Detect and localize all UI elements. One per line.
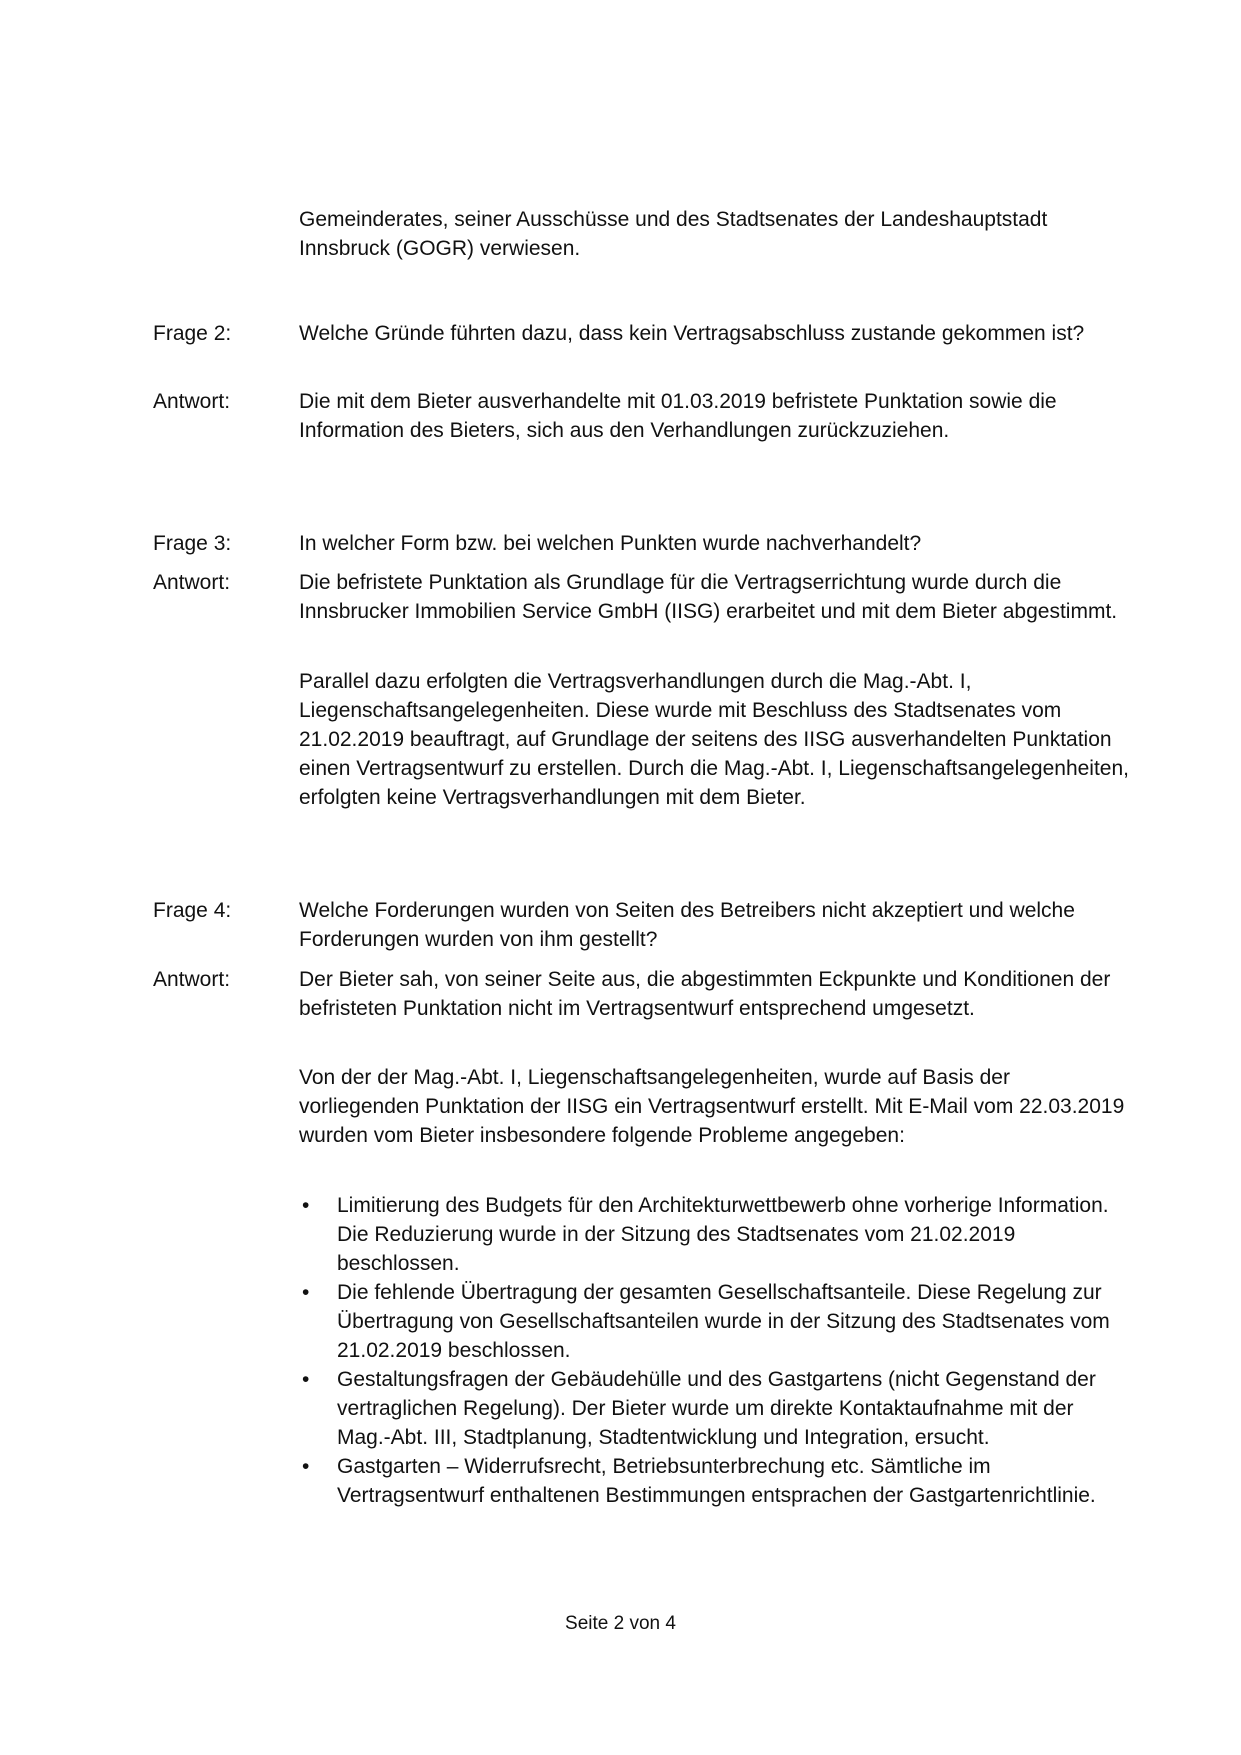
answer-4-paragraph-2: Von der der Mag.-Abt. I, Liegenschaftsangelegenheiten, wurde auf Basis der vorliegenden Punktation der IISG ein Vertragsentwurf erstellt. Mit E-Mail vom 22.03.2019 wurden vom Bieter insbesondere folgende Probleme angegeben: xyxy=(299,1066,1125,1147)
list-item-text: Limitierung des Budgets für den Architekturwettbewerb ohne vorherige Information. Die Reduzierung wurde in der Sitzung des Stadtsenates vom 21.02.2019 beschlossen. xyxy=(337,1194,1109,1275)
bullet-icon: • xyxy=(302,1368,310,1391)
list-item-text: Gestaltungsfragen der Gebäudehülle und des Gastgartens (nicht Gegenstand der vertraglichen Regelung). Der Bieter wurde um direkte Kontaktaufnahme mit der Mag.-Abt. III, Stadtplanung, Stadtentwicklung und Integration, ersucht. xyxy=(337,1368,1096,1449)
page-footer: Seite 2 von 4 xyxy=(565,1613,676,1634)
answer-2-text: Die mit dem Bieter ausverhandelte mit 01.03.2019 befristete Punktation sowie die Information des Bieters, sich aus den Verhandlungen zurückzuziehen. xyxy=(299,390,1057,442)
answer-3-label: Antwort: xyxy=(153,571,231,594)
question-3-label: Frage 3: xyxy=(153,532,232,555)
answer-3-paragraph-2: Parallel dazu erfolgten die Vertragsverhandlungen durch die Mag.-Abt. I, Liegenschaftsangelegenheiten. Diese wurde mit Beschluss des Stadtsenates vom 21.02.2019 beauftragt, auf Grundlage der seitens des IISG ausverhandelten Punktation einen Vertragsentwurf zu erstellen. Durch die Mag.-Abt. I, Liegenschaftsangelegenheiten, erfolgten keine Vertragsverhandlungen mit dem Bieter. xyxy=(299,670,1130,809)
list-item-text: Die fehlende Übertragung der gesamten Gesellschaftsanteile. Diese Regelung zur Übertragung von Gesellschaftsanteilen wurde in der Sitzung des Stadtsenates vom 21.02.2019 beschlossen. xyxy=(337,1281,1110,1362)
intro-paragraph: Gemeinderates, seiner Ausschüsse und des Stadtsenates der Landeshauptstadt Innsbruck (GOGR) verwiesen. xyxy=(299,208,1048,260)
answer-2-label: Antwort: xyxy=(153,390,231,413)
list-item xyxy=(299,1278,1129,1365)
bullet-icon: • xyxy=(302,1455,310,1478)
problem-list xyxy=(299,1191,1129,1510)
list-item xyxy=(299,1191,1129,1278)
bullet-icon: • xyxy=(302,1194,310,1217)
list-item xyxy=(299,1452,1129,1510)
list-item-text: Gastgarten – Widerrufsrecht, Betriebsunterbrechung etc. Sämtliche im Vertragsentwurf enthaltenen Bestimmungen entsprachen der Gastgartenrichtlinie. xyxy=(337,1455,1096,1507)
question-2-label: Frage 2: xyxy=(153,322,232,345)
question-4-label: Frage 4: xyxy=(153,899,232,922)
answer-3-paragraph-1: Die befristete Punktation als Grundlage für die Vertragserrichtung wurde durch die Innsbrucker Immobilien Service GmbH (IISG) erarbeitet und mit dem Bieter abgestimmt. xyxy=(299,571,1118,623)
answer-4-paragraph-1: Der Bieter sah, von seiner Seite aus, die abgestimmten Eckpunkte und Konditionen der befristeten Punktation nicht im Vertragsentwurf entsprechend umgesetzt. xyxy=(299,968,1111,1020)
bullet-icon: • xyxy=(302,1281,310,1304)
question-2-text: Welche Gründe führten dazu, dass kein Vertragsabschluss zustande gekommen ist? xyxy=(299,322,1085,345)
answer-4-label: Antwort: xyxy=(153,968,231,991)
question-4-text: Welche Forderungen wurden von Seiten des Betreibers nicht akzeptiert und welche Forderungen wurden von ihm gestellt? xyxy=(299,899,1075,951)
question-3-text: In welcher Form bzw. bei welchen Punkten wurde nachverhandelt? xyxy=(299,532,922,555)
list-item xyxy=(299,1365,1129,1452)
